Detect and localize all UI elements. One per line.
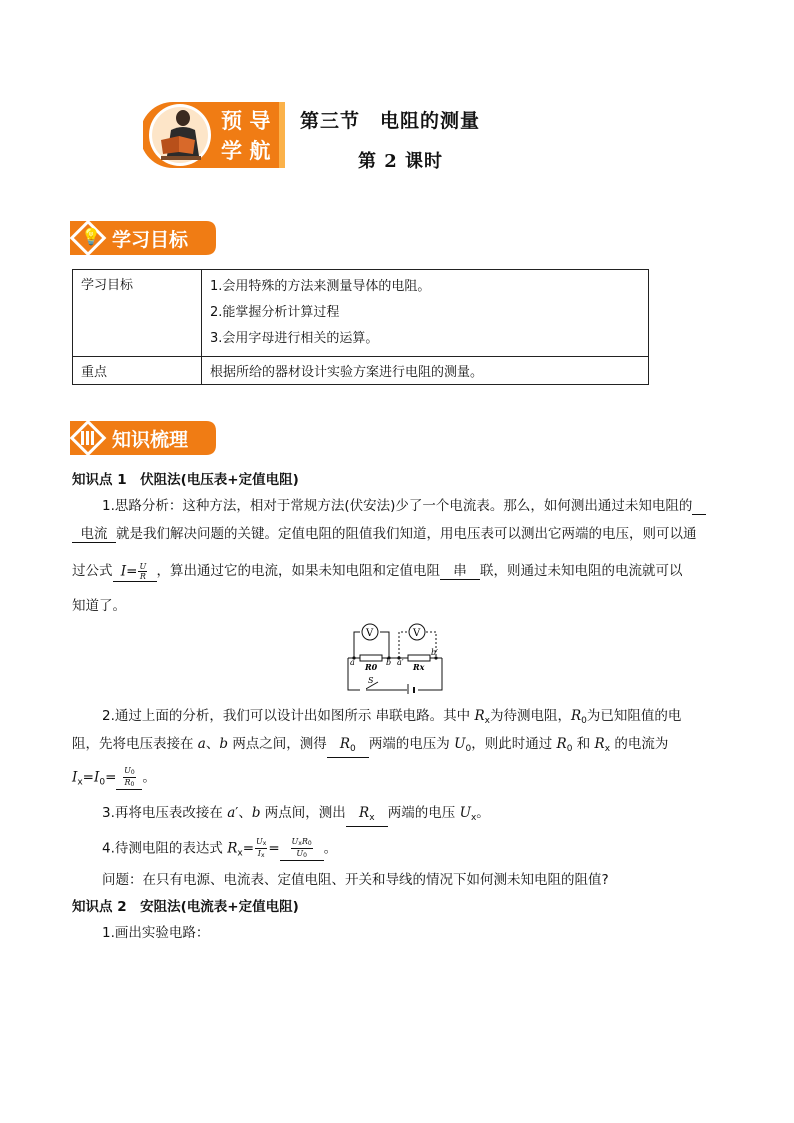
answer-blank: 串: [440, 563, 480, 580]
focus-label: 重点: [73, 357, 202, 385]
lightbulb-icon: 💡: [81, 227, 101, 246]
formula-blank: $\frac{U_xR_0}{U_0}$: [280, 837, 324, 861]
kp1-p3: 3.再将电压表改接在 a′、b 两点间，测出 $R_x$ 两端的电压 $U_x$。: [102, 803, 490, 828]
kp1-p2-line2: 阻，先将电压表接在 a、b 两点之间，测得 $R_0$ 两端的电压为 $U_0$，则此时通过 $R_0$ 和 $R_x$ 的电流为: [72, 734, 668, 759]
svg-text:Rx: Rx: [413, 662, 425, 672]
goals-label: 学习目标: [73, 270, 202, 357]
kp1-p1-line3: 过公式 I= $\frac{U}{R}$ ，算出通过它的电流，如果未知电阻和定值电阻 串 联，则通过未知电阻的电流就可以: [72, 561, 683, 581]
kp1-p1-line2: 电流 就是我们解决问题的关键。定值电阻的阻值我们知道，用电压表可以测出它两端的电压，则可以通: [72, 524, 697, 544]
kp1-question: 问题：在只有电源、电流表、定值电阻、开关和导线的情况下如何测未知电阻的阻值?: [102, 872, 609, 888]
svg-text:a: a: [350, 658, 355, 667]
kp1-p1-line1: 1.思路分析：这种方法，相对于常规方法(伏安法)少了一个电流表。那么，如何测出通过未知电阻的: [102, 496, 706, 516]
focus-text: 根据所给的器材设计实验方案进行电阻的测量。: [202, 357, 649, 385]
answer-blank: 电流: [72, 526, 116, 543]
svg-text:V: V: [366, 628, 374, 639]
table-row: [73, 357, 649, 385]
svg-text:R0: R0: [365, 662, 378, 672]
kp2-heading: 知识点 2 安阻法(电流表+定值电阻): [72, 899, 299, 915]
kp1-p2-line1: 2.通过上面的分析，我们可以设计出如图所示 串联电路。其中 $R_x$为待测电阻，$R_0$为已知阻值的电: [102, 708, 682, 726]
resistor-r0: [360, 655, 382, 661]
goal-item: 3.会用字母进行相关的运算。: [210, 331, 379, 346]
svg-text:a′: a′: [397, 658, 404, 667]
badge-text: 预 导 学 航: [221, 109, 271, 163]
table-row: [73, 270, 649, 357]
goals-list: [202, 270, 649, 357]
goal-item: 1.会用特殊的方法来测量导体的电阻。: [210, 279, 431, 294]
section-banner-goals: [70, 219, 217, 255]
kp1-heading: 知识点 1 伏阻法(电压表+定值电阻): [72, 472, 299, 488]
switch-label: S: [368, 676, 374, 685]
circuit-diagram: [342, 618, 448, 694]
section-banner-knowledge: [70, 419, 217, 455]
svg-text:V: V: [413, 628, 421, 639]
formula-blank: I= $\frac{U}{R}$: [113, 562, 157, 582]
kp1-p4: 4.待测电阻的表达式 $R_x=$ $\frac{U_x}{I_x}$ = $\frac{U_xR_0}{U_0}$ 。: [102, 837, 338, 859]
page-subtitle: 第 2 课时: [358, 151, 444, 172]
resistor-rx: [408, 655, 430, 661]
section-title-goals: 学习目标: [112, 229, 189, 251]
header-badge: [143, 96, 291, 174]
answer-blank: $R_0$: [327, 736, 369, 758]
svg-text:b: b: [386, 658, 392, 667]
kp2-p1: 1.画出实验电路：: [102, 925, 210, 941]
page-title: 第三节 电阻的测量: [300, 110, 481, 132]
goal-item: 2.能掌握分析计算过程: [210, 305, 340, 320]
goals-table: [72, 269, 649, 385]
kp1-p2-line3: $I_x=I_0=$ $\frac{U_0}{R_0}$ 。: [72, 766, 156, 788]
svg-text:b′: b′: [431, 648, 438, 657]
answer-blank: $R_x$: [346, 805, 388, 827]
kp1-p1-line4: 知道了。: [72, 598, 126, 614]
section-title-knowledge: 知识梳理: [112, 429, 189, 451]
formula-blank: $\frac{U_0}{R_0}$: [116, 766, 142, 790]
